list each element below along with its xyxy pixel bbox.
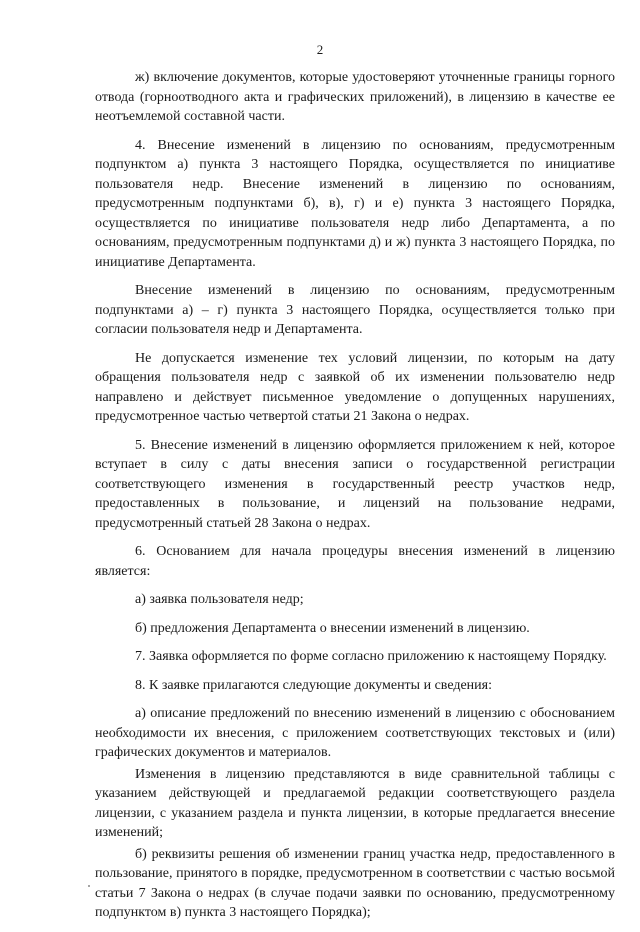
document-body bbox=[95, 68, 615, 932]
paragraph-6-basis: 6. Основанием для начала процедуры внесения изменений в лицензию является: bbox=[95, 544, 615, 579]
paragraph-7-application-form: 7. Заявка оформляется по форме согласно приложению к настоящему Порядку. bbox=[135, 649, 607, 664]
paragraph-4-initiative: 4. Внесение изменений в лицензию по основаниям, предусмотренным подпунктом а) пункта 3 настоящего Порядка, осуществляется по инициативе пользователя недр. Внесение изменений в лицензию по основаниям, предусмотренным подпунктами б), в), г) и е) пункта 3 настоящего Порядка, осуществляется по инициативе пользователя недр либо Департамента, а по основаниям, предусмотренным подпунктами д) и ж) пункта 3 настоящего Порядка, по инициативе Департамента. bbox=[95, 137, 615, 270]
paragraph-zh-clause: ж) включение документов, которые удостоверяют уточненные границы горного отвода (горноотводного акта и графических приложений), в лицензию в качестве ее неотъемлемой составной части. bbox=[95, 70, 615, 124]
paragraph-not-allowed: Не допускается изменение тех условий лицензии, по которым на дату обращения пользователя недр с заявкой об их изменении пользователю недр направлено и действует письменное уведомление о допущенных нарушениях, предусмотренное частью четвертой статьи 21 Закона о недрах. bbox=[95, 350, 615, 424]
paragraph-6b: б) предложения Департамента о внесении изменений в лицензию. bbox=[135, 620, 530, 636]
paragraph-consent: Внесение изменений в лицензию по основаниям, предусмотренным подпунктами а) – г) пункта 3 настоящего Порядка, осуществляется только при согласии пользователя недр и Департамента. bbox=[95, 283, 615, 337]
paragraph-8-attachments: 8. К заявке прилагаются следующие документы и сведения: bbox=[135, 677, 492, 693]
scan-speck bbox=[88, 885, 90, 887]
paragraph-8b: б) реквизиты решения об изменении границ участка недр, предоставленного в пользование, принятого в порядке, предусмотренном в соответствии с частью восьмой статьи 7 Закона о недрах (в случае подачи заявки по основанию, предусмотренному подпунктом в) пункта 3 настоящего Порядка); bbox=[95, 846, 615, 920]
page-number: 2 bbox=[316, 42, 324, 57]
paragraph-8a-table: Изменения в лицензию представляются в виде сравнительной таблицы с указанием действующей и предлагаемой редакции соответствующего раздела лицензии, с указанием раздела и пункта лицензии, в которые предлагается внесение изменений; bbox=[95, 766, 615, 840]
paragraph-5-formalization: 5. Внесение изменений в лицензию оформляется приложением к ней, которое вступает в силу с даты внесения записи о государственной регистрации соответствующего изменения в государственный реестр участков недр, предоставленных в пользование, и лицензий на пользование недрами, предусмотренный статьей 28 Закона о недрах. bbox=[95, 437, 615, 531]
paragraph-6a: а) заявка пользователя недр; bbox=[135, 592, 304, 607]
paragraph-8a: а) описание предложений по внесению изменений в лицензию с обоснованием необходимости их внесения, с приложением соответствующих текстовых и (или) графических документов и материалов. bbox=[95, 706, 615, 760]
